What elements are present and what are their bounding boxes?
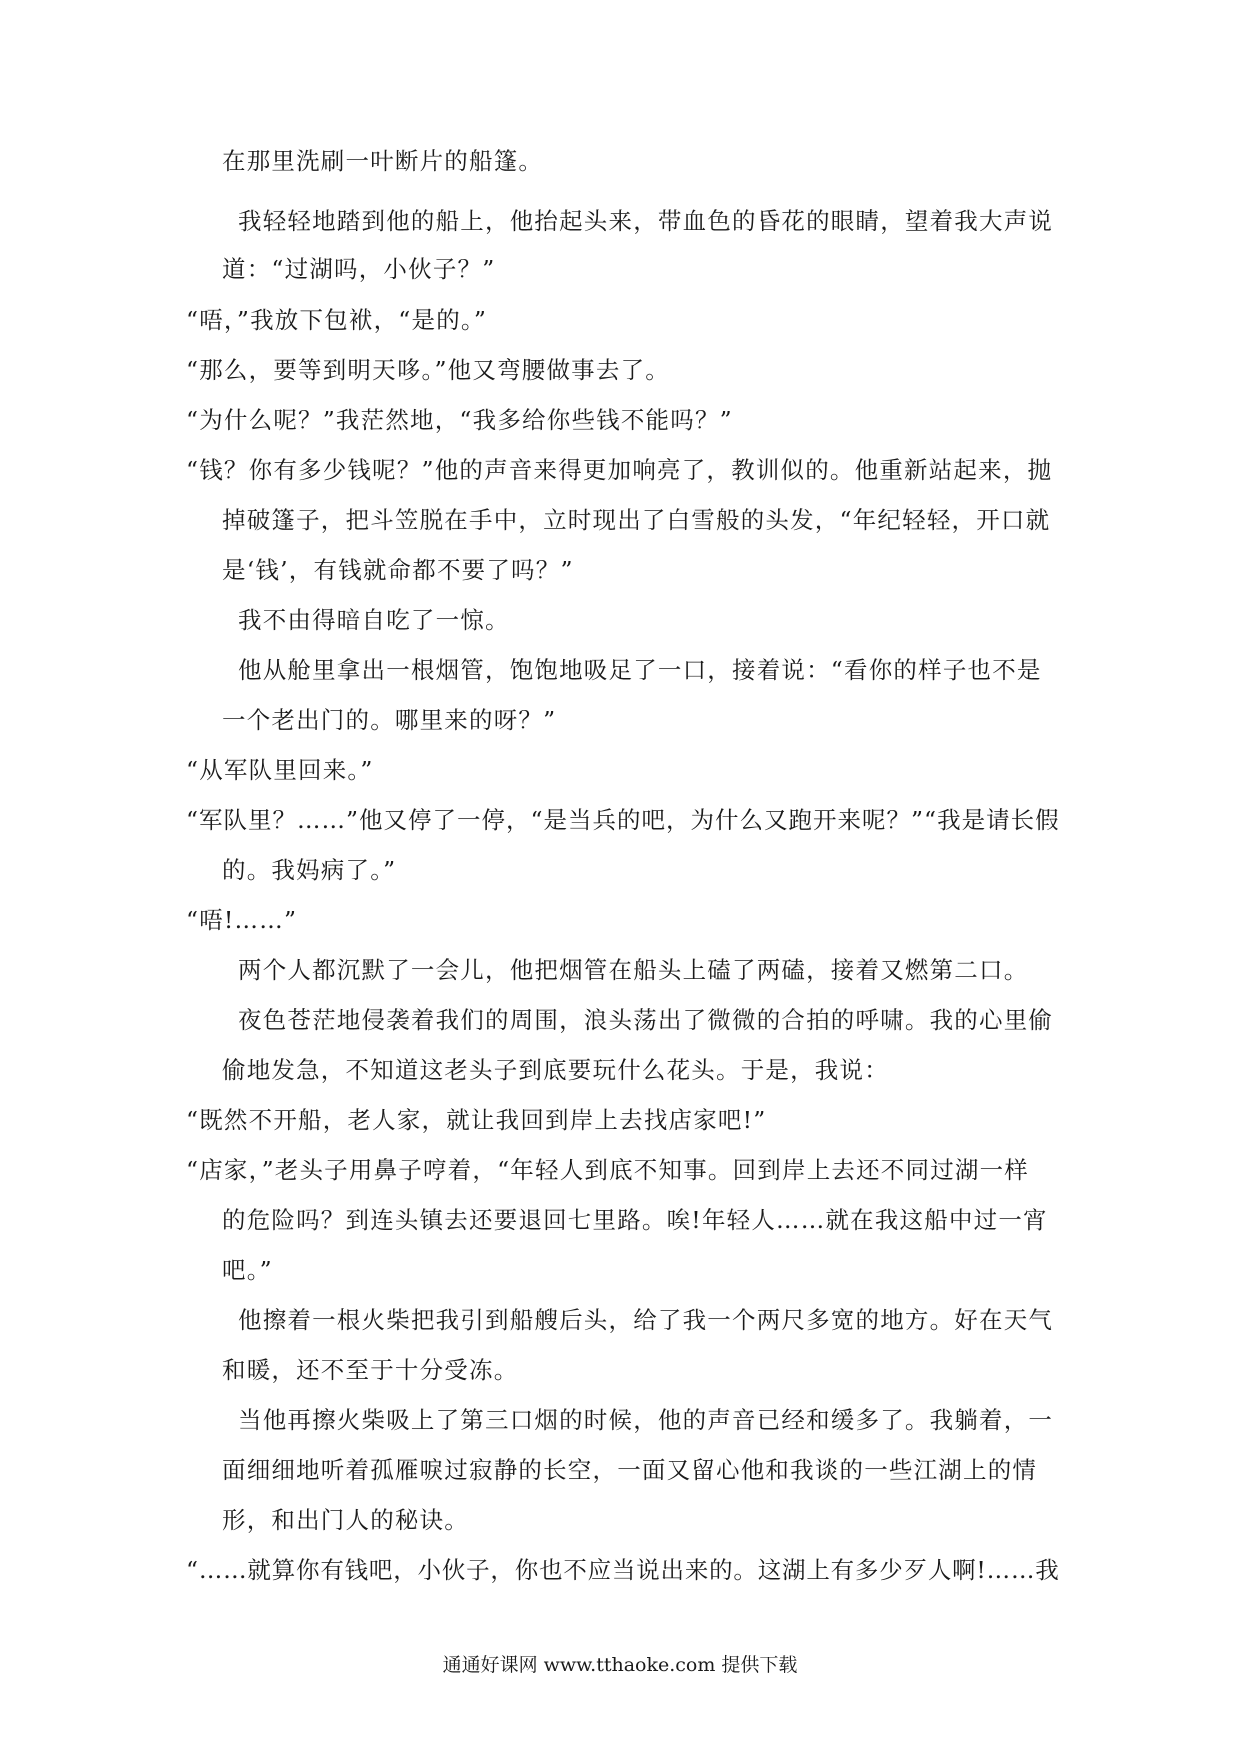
text-line: “唔，”我放下包袱，“是的。” bbox=[186, 306, 488, 334]
text-line: 的。我妈病了。” bbox=[222, 856, 397, 884]
text-line: 在那里洗刷一叶断片的船篷。 bbox=[222, 147, 544, 175]
text-line: 两个人都沉默了一会儿，他把烟管在船头上磕了两磕，接着又燃第二口。 bbox=[238, 956, 1029, 984]
text-line: 和暖，还不至于十分受冻。 bbox=[222, 1356, 519, 1384]
text-line: 是‘钱’，有钱就命都不要了吗？” bbox=[222, 556, 574, 584]
text-line: 夜色苍茫地侵袭着我们的周围，浪头荡出了微微的合拍的呼啸。我的心里偷 bbox=[238, 1006, 1054, 1034]
text-line: 一个老出门的。哪里来的呀？” bbox=[222, 706, 557, 734]
text-line: 的危险吗？到连头镇去还要退回七里路。唉!年轻人……就在我这船中过一宵 bbox=[222, 1206, 1048, 1234]
text-line: “既然不开船，老人家，就让我回到岸上去找店家吧!” bbox=[186, 1106, 767, 1134]
text-line: “从军队里回来。” bbox=[186, 756, 374, 784]
text-line: 我不由得暗自吃了一惊。 bbox=[238, 606, 510, 634]
page-footer: 通通好课网 www.tthaoke.com 提供下载 bbox=[442, 1654, 798, 1676]
text-line: “那么，要等到明天哆。”他又弯腰做事去了。 bbox=[186, 356, 670, 384]
text-line: 当他再擦火柴吸上了第三口烟的时候，他的声音已经和缓多了。我躺着，一 bbox=[238, 1406, 1054, 1434]
text-line: “唔!……” bbox=[186, 906, 298, 934]
text-line: 道：“过湖吗，小伙子？” bbox=[222, 255, 496, 283]
text-line: “为什么呢？”我茫然地，“我多给你些钱不能吗？” bbox=[186, 406, 733, 434]
text-line: 面细细地听着孤雁唳过寂静的长空，一面又留心他和我谈的一些江湖上的情 bbox=[222, 1456, 1038, 1484]
text-line: 我轻轻地踏到他的船上，他抬起头来，带血色的昏花的眼睛，望着我大声说 bbox=[238, 207, 1054, 235]
text-line: “店家，”老头子用鼻子哼着，“年轻人到底不知事。回到岸上去还不同过湖一样 bbox=[186, 1156, 1029, 1184]
text-line: 掉破篷子，把斗笠脱在手中，立时现出了白雪般的头发，“年纪轻轻，开口就 bbox=[222, 506, 1051, 534]
text-line: 他从舱里拿出一根烟管，饱饱地吸足了一口，接着说：“看你的样子也不是 bbox=[238, 656, 1042, 684]
text-line: 吧。” bbox=[222, 1256, 273, 1284]
text-line: 偷地发急，不知道这老头子到底要玩什么花头。于是，我说： bbox=[222, 1056, 889, 1084]
text-line: “钱？你有多少钱呢？”他的声音来得更加响亮了，教训似的。他重新站起来，抛 bbox=[186, 456, 1053, 484]
text-line: “……就算你有钱吧，小伙子，你也不应当说出来的。这湖上有多少歹人啊!……我 bbox=[186, 1556, 1060, 1584]
text-line: 他擦着一根火柴把我引到船艘后头，给了我一个两尺多宽的地方。好在天气 bbox=[238, 1306, 1054, 1334]
text-line: “军队里？……”他又停了一停，“是当兵的吧，为什么又跑开来呢？”“我是请长假 bbox=[186, 806, 1060, 834]
text-line: 形，和出门人的秘诀。 bbox=[222, 1506, 469, 1534]
